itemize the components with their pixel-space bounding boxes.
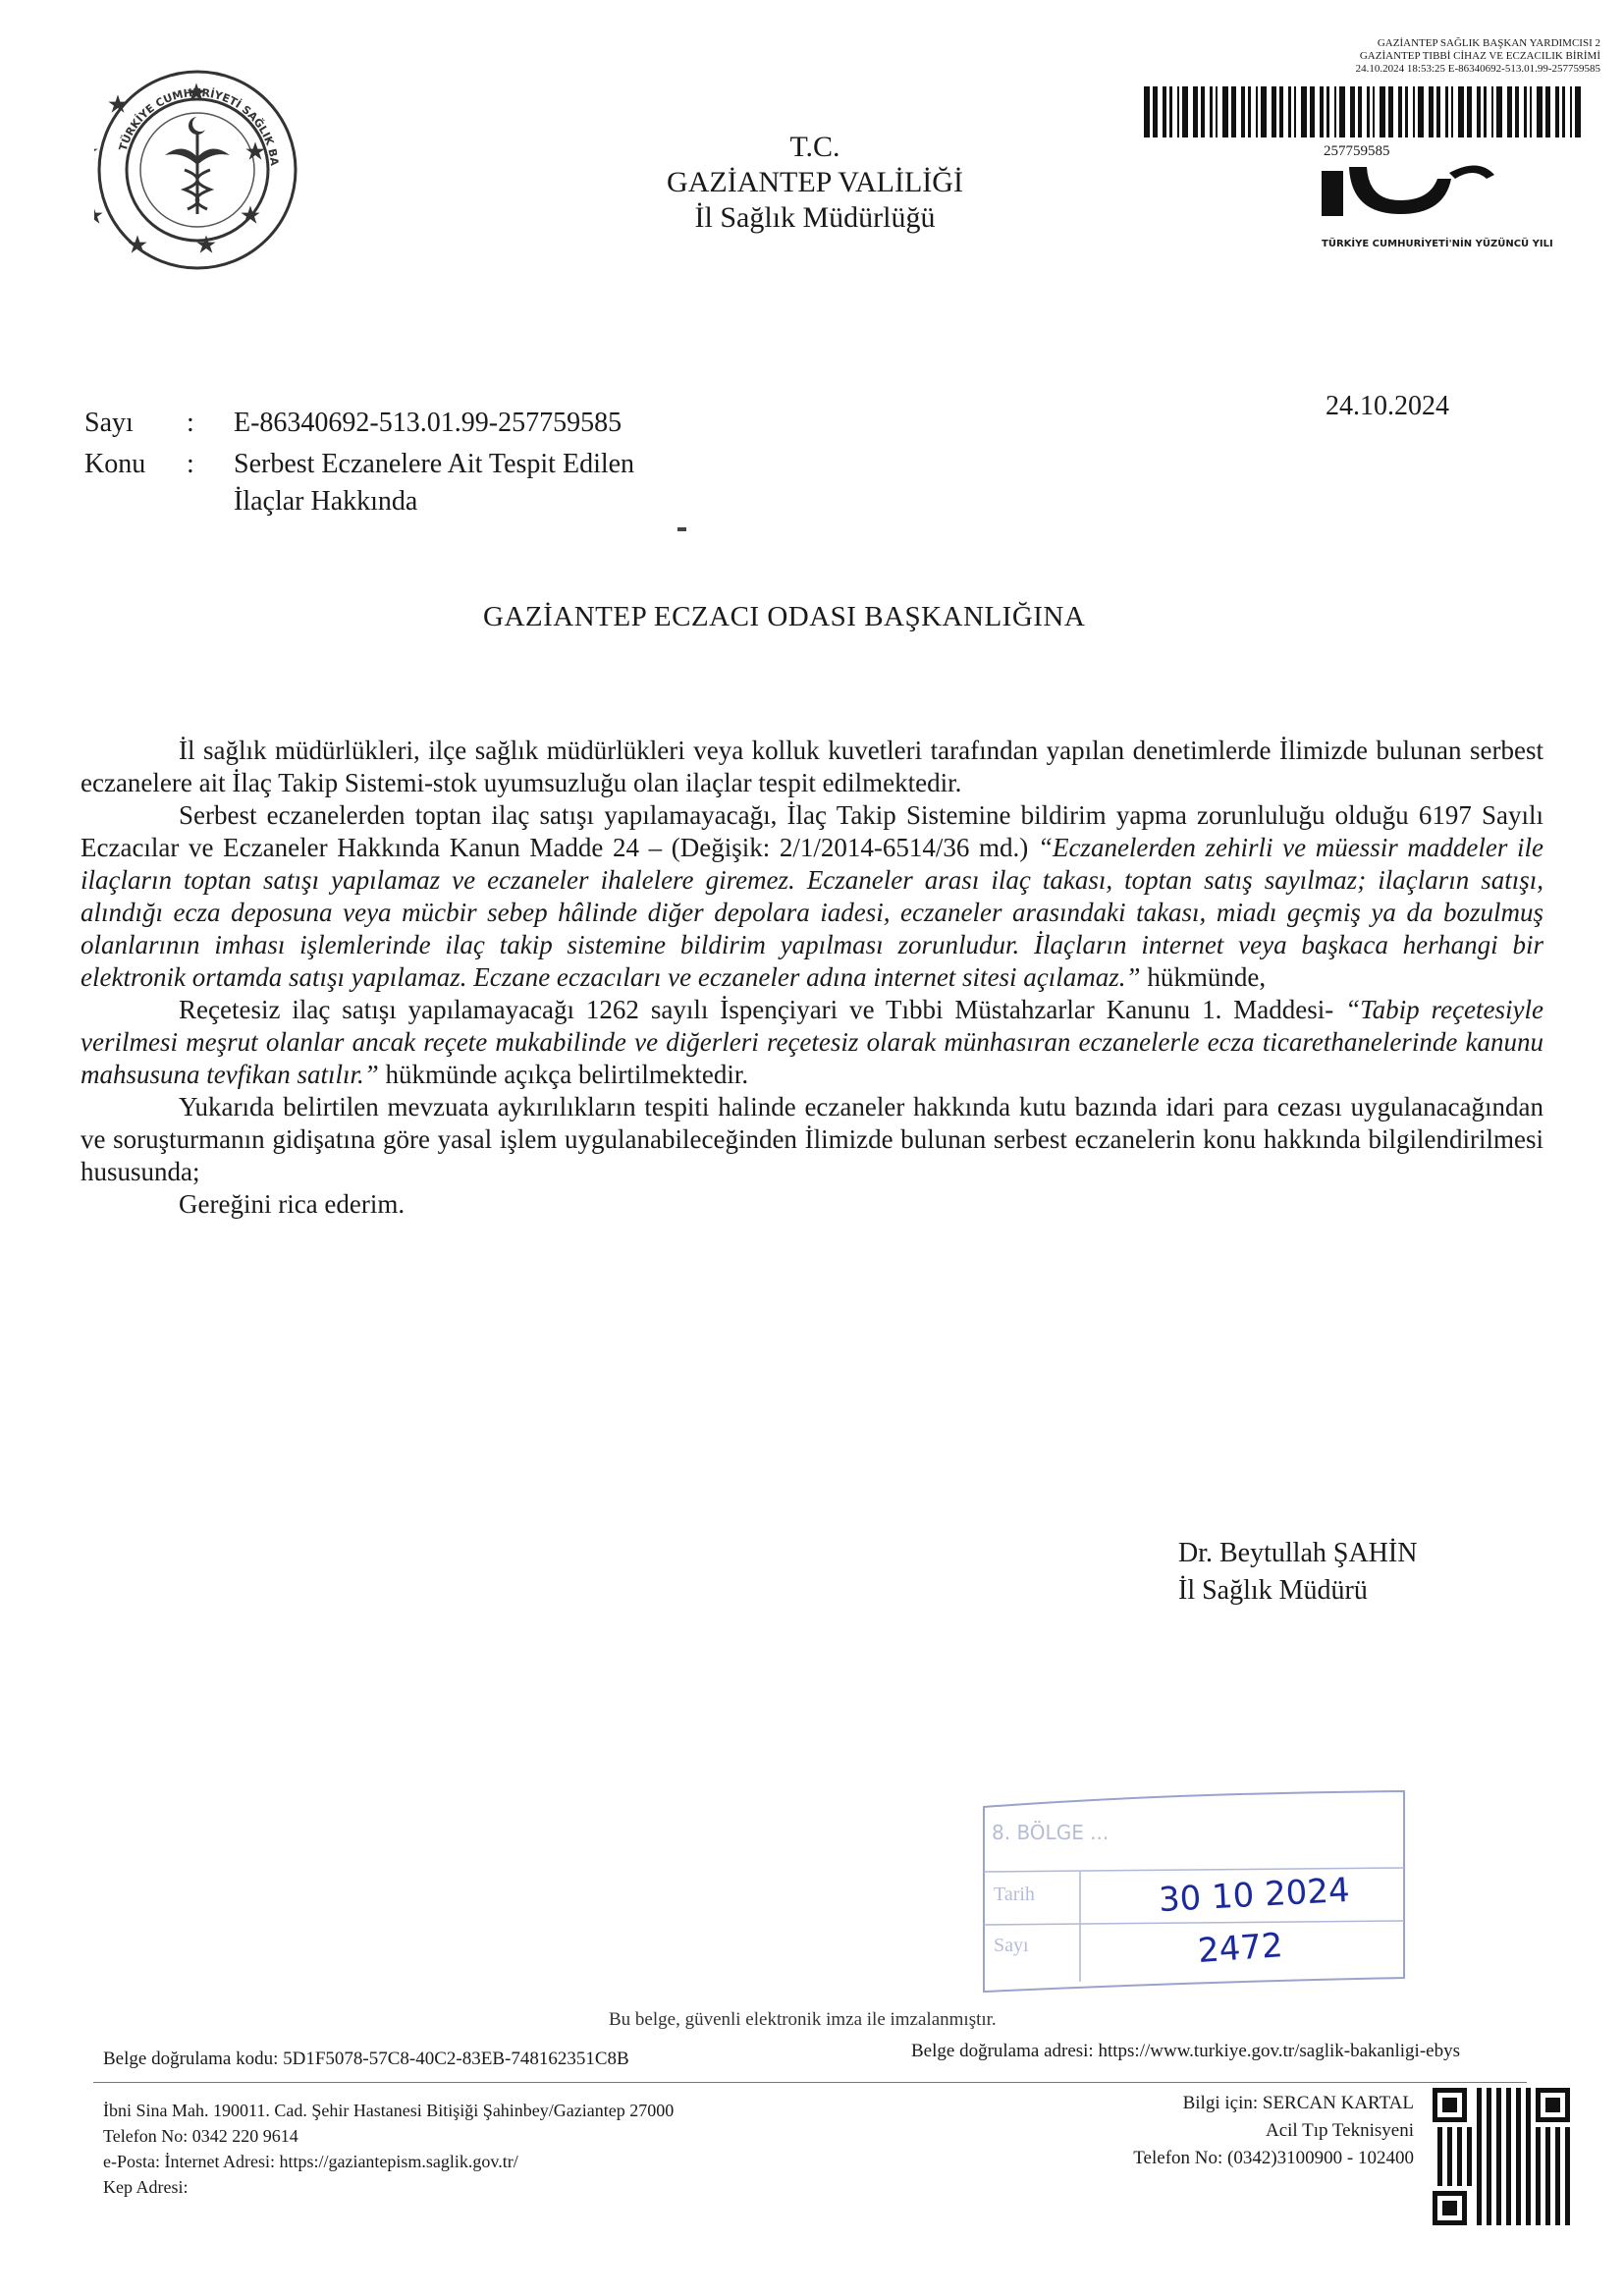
- sayi-value: E-86340692-513.01.99-257759585: [234, 408, 623, 438]
- info-contact-title: Acil Tıp Teknisyeni: [1265, 2120, 1414, 2141]
- verify-address-label: Belge doğrulama adresi:: [911, 2041, 1094, 2061]
- sayi-label: Sayı: [84, 408, 134, 438]
- barcode-number: 257759585: [1324, 143, 1390, 159]
- info-contact-phone: Telefon No: (0342)3100900 - 102400: [1133, 2148, 1414, 2168]
- signature-block: [1178, 1535, 1417, 1610]
- receipt-stamp: [972, 1785, 1412, 2005]
- paragraph-2-tail: hükmünde,: [1140, 962, 1267, 992]
- sayi-colon: :: [187, 408, 194, 438]
- paragraph-2-intro: Serbest eczanelerden toptan ilaç satışı yapılamayacağı, İlaç Takip Sistemine bildirim yapma zorunluluğu olduğu 6197 Sayılı Eczacılar ve Eczaneler Hakkında Kanun Madde 24 – (Değişik: 2/1/2014-6514/36 md.): [81, 800, 1543, 862]
- paragraph-3: [81, 994, 1543, 1091]
- paragraph-3-quote: “Tabip reçetesiyle verilmesi meşrut olanlar ancak reçete mukabilinde ve diğerleri reçetesiz olarak münhasıran eczanelerle ecza ticarethanelerinde kanunu mahsusuna tevfikan satılır.”: [81, 995, 1544, 1089]
- centenary-logo: [1322, 157, 1543, 216]
- centenary-caption: TÜRKİYE CUMHURİYETİ'NİN YÜZÜNCÜ YILI: [1322, 239, 1553, 249]
- barcode-icon: [1142, 86, 1589, 137]
- paragraph-5: Gereğini rica ederim.: [179, 1189, 406, 1219]
- letter-body: [81, 735, 1543, 1221]
- info-contact-person: Bilgi için: SERCAN KARTAL: [1182, 2093, 1414, 2113]
- paragraph-3-tail: hükmünde açıkça belirtilmektedir.: [378, 1060, 749, 1089]
- footer-divider: [93, 2082, 1527, 2083]
- header-tc: T.C.: [789, 131, 840, 163]
- signatory-title: İl Sağlık Müdürü: [1178, 1575, 1368, 1606]
- paragraph-1: İl sağlık müdürlükleri, ilçe sağlık müdürlükleri veya kolluk kuvetleri tarafından yapılan denetimlerde İlimizde bulunan serbest eczanelere ait İlaç Takip Sistemi-stok uyumsuzluğu olan ilaçlar tespit edilmektedir.: [81, 736, 1543, 797]
- header-governorship: GAZİANTEP VALİLİĞİ: [667, 166, 963, 198]
- barcode: [1142, 86, 1589, 137]
- email-web: e-Posta: İnternet Adresi: https://gaziantepism.saglik.gov.tr/: [103, 2152, 518, 2171]
- stamp-handwritten-date: 30 10 2024: [1158, 1870, 1351, 1921]
- contact-info-block: [1080, 2090, 1414, 2172]
- verify-code-label: Belge doğrulama kodu:: [103, 2049, 279, 2069]
- konu-label: Konu: [84, 449, 146, 479]
- qr-code: [1433, 2088, 1570, 2225]
- stamp-handwritten-number: 2472: [1196, 1926, 1284, 1971]
- stamp-tarih-label: Tarih: [994, 1884, 1035, 1905]
- esign-note: Bu belge, güvenli elektronik imza ile imzalanmıştır.: [609, 2009, 997, 2030]
- stamp-sayi-label: Sayı: [994, 1935, 1029, 1956]
- konu-value-line1: Serbest Eczanelere Ait Tespit Edilen: [234, 449, 635, 479]
- paragraph-3-intro: Reçetesiz ilaç satışı yapılamayacağı 1262 sayılı İspençiyari ve Tıbbi Müstahzarlar Kanunu 1. Maddesi-: [179, 995, 1334, 1024]
- seal-icon: [94, 67, 300, 273]
- kep-address: Kep Adresi:: [103, 2177, 189, 2197]
- konu-value-line2: İlaçlar Hakkında: [234, 486, 418, 517]
- stamp-header: 8. BÖLGE ...: [992, 1821, 1110, 1844]
- paragraph-2: [81, 799, 1543, 994]
- paragraph-4: Yukarıda belirtilen mevzuata aykırılıkların tespiti halinde eczaneler hakkında kutu bazında idari para cezası uygulanacağından ve soruşturmanın gidişatına göre yasal işlem uygulanabileceğinden İlimizde bulunan serbest eczanelerin konu hakkında bilgilendirilmesi hususunda;: [81, 1092, 1543, 1186]
- centenary-logo-icon: [1322, 157, 1543, 216]
- addressee: GAZİANTEP ECZACI ODASI BAŞKANLIĞINA: [483, 601, 1086, 632]
- konu-colon: :: [187, 449, 194, 479]
- ministry-seal: [94, 67, 300, 273]
- postal-address: İbni Sina Mah. 190011. Cad. Şehir Hastanesi Bitişiği Şahinbey/Gaziantep 27000: [103, 2101, 675, 2120]
- seal-text: TÜRKİYE CUMHURİYETİ SAĞLIK BA: [116, 85, 281, 167]
- paragraph-2-quote: “Eczanelerden zehirli ve müessir maddeler ile ilaçların toptan satışı yapılamaz ve eczaneler ihalelere giremez. Eczaneler arası ilaç takası, toptan satış sayılmaz; ilaçların satışı, alındığı ecza deposuna veya mücbir sebep hâlinde diğer depolara iadesi, eczaneler arasındaki takası, miadı geçmiş ya da bozulmuş olanlarının imhası işlemlerinde ilaç takip sistemine bildirim yapılması zorunludur. İlaçların internet veya başkaca herhangi bir elektronik ortamda satışı yapılamaz. Eczane eczacıları ve eczaneler adına internet sitesi açılamaz.”: [81, 833, 1544, 992]
- phone-number: Telefon No: 0342 220 9614: [103, 2126, 298, 2146]
- header-directorate: İl Sağlık Müdürlüğü: [694, 201, 936, 234]
- document-date: 24.10.2024: [1326, 391, 1449, 421]
- letterhead: [550, 130, 1080, 236]
- contact-address-block: [103, 2098, 674, 2200]
- qr-code-icon: [1433, 2088, 1570, 2225]
- ebys-line1: GAZİANTEP SAĞLIK BAŞKAN YARDIMCISI 2: [1377, 37, 1600, 49]
- stray-mark: [677, 527, 686, 531]
- signatory-name: Dr. Beytullah ŞAHİN: [1178, 1538, 1418, 1568]
- ebys-line3: 24.10.2024 18:53:25 E-86340692-513.01.99-257759585: [1355, 63, 1600, 75]
- verify-code: [103, 2049, 629, 2070]
- verify-address-link[interactable]: https://www.turkiye.gov.tr/saglik-bakanligi-ebys: [1098, 2041, 1460, 2061]
- verify-code-value: 5D1F5078-57C8-40C2-83EB-748162351C8B: [283, 2049, 629, 2069]
- ebys-line2: GAZİANTEP TIBBİ CİHAZ VE ECZACILIK BİRİMİ: [1359, 50, 1600, 62]
- verify-address: [911, 2041, 1460, 2062]
- ebys-stamp: [1168, 37, 1600, 76]
